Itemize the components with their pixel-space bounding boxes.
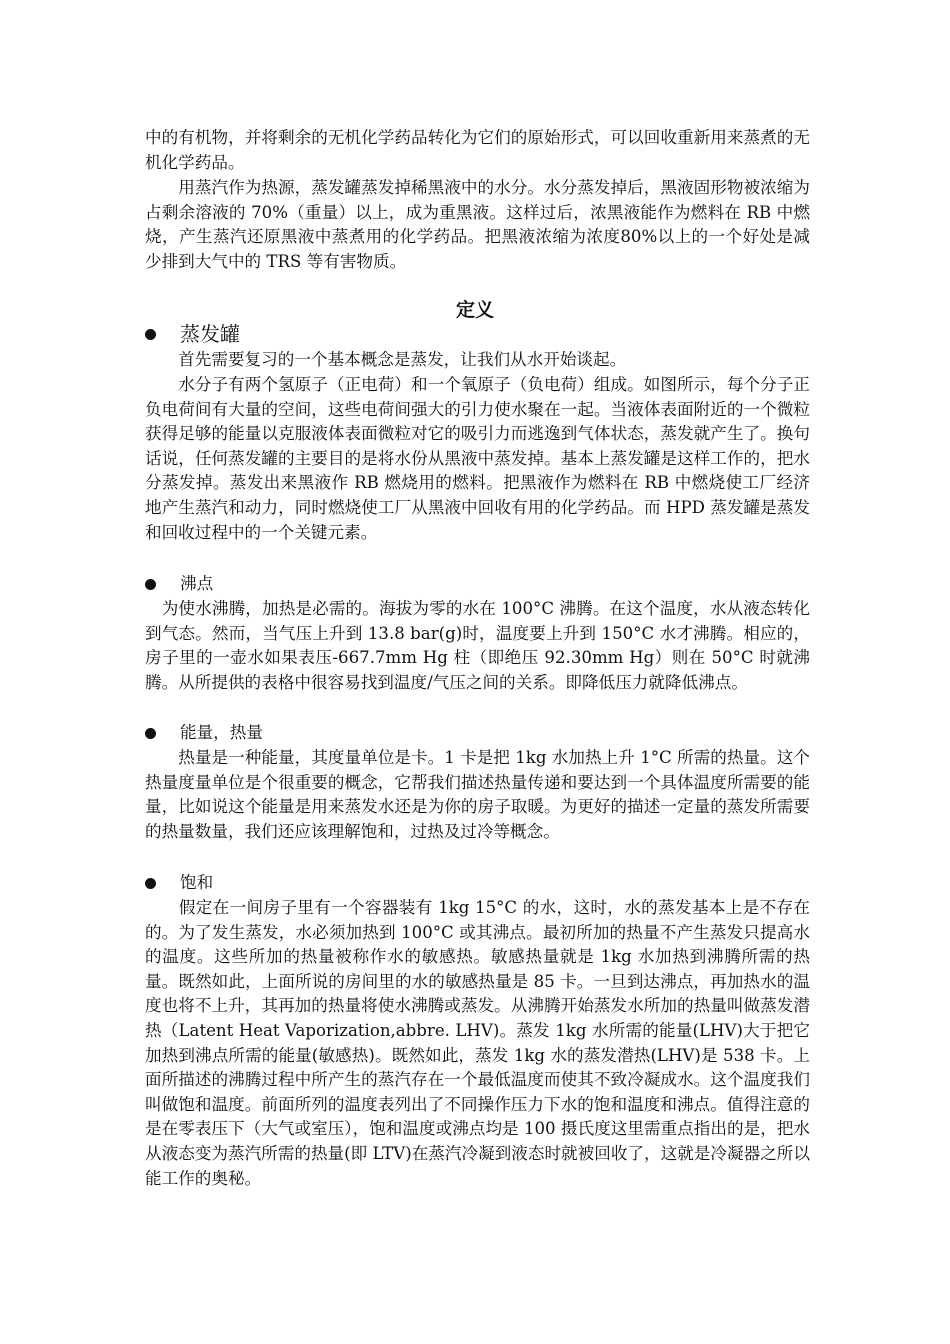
bullet-saturation [145, 871, 213, 896]
bullet-dot-icon [145, 878, 156, 889]
bullet-label: 饱和 [180, 873, 214, 892]
paragraph-evaporation-intro: 首先需要复习的一个基本概念是蒸发，让我们从水开始谈起。 [145, 350, 627, 369]
paragraph-steam-heat-source: 用蒸汽作为热源，蒸发罐蒸发掉稀黑液中的水分。水分蒸发掉后，黑液固形物被浓缩为占剩余溶液的 70%（重量）以上，成为重黑液。这样过后，浓黑液能作为燃料在 RB 中燃烧，产生蒸汽还原黑液中蒸煮用的化学药品。把黑液浓缩为浓度80%以上的一个好处是减少排到大气中的 TRS 等有害物质。 [145, 178, 810, 271]
bullet-dot-icon [145, 728, 156, 739]
section-title: 定义 [455, 299, 494, 321]
bullet-label: 蒸发罐 [180, 322, 240, 346]
bullet-label: 沸点 [180, 574, 214, 593]
paragraph-water-molecule: 水分子有两个氢原子（正电荷）和一个氧原子（负电荷）组成。如图所示，每个分子正负电荷间有大量的空间，这些电荷间强大的引力使水聚在一起。当液体表面附近的一个微粒获得足够的能量以克服液体表面微粒对它的吸引力而逃逸到气体状态，蒸发就产生了。换句话说，任何蒸发罐的主要目的是将水份从黑液中蒸发掉。基本上蒸发罐是这样工作的，把水分蒸发掉。蒸发出来黑液作 RB 燃烧用的燃料。把黑液作为燃料在 RB 中燃烧使工厂经济地产生蒸汽和动力，同时燃烧使工厂从黑液中回收有用的化学药品。而 HPD 蒸发罐是蒸发和回收过程中的一个关键元素。 [145, 375, 810, 542]
paragraph-heat-energy: 热量是一种能量，其度量单位是卡。1 卡是把 1kg 水加热上升 1°C 所需的热量。这个热量度量单位是个很重要的概念，它帮我们描述热量传递和要达到一个具体温度所需要的能量，比如说这个能量是用来蒸发水还是为你的房子取暖。为更好的描述一定量的蒸发所需要的热量数量，我们还应该理解饱和，过热及过冷等概念。 [145, 748, 810, 841]
bullet-dot-icon [145, 579, 156, 590]
bullet-evaporator [145, 322, 240, 347]
paragraph-saturation: 假定在一间房子里有一个容器装有 1kg 15°C 的水，这时，水的蒸发基本上是不存在的。为了发生蒸发，水必须加热到 100°C 或其沸点。最初所加的热量不产生蒸发只提高水的温度。这些所加的热量被称作水的敏感热。敏感热量就是 1kg 水加热到沸腾所需的热量。既然如此，上面所说的房间里的水的敏感热量是 85 卡。一旦到达沸点，再加热水的温度也将不上升，其再加的热量将使水沸腾或蒸发。从沸腾开始蒸发水所加的热量叫做蒸发潜热（Latent Heat Vaporization,abbre. LHV)。蒸发 1kg 水所需的能量(LHV)大于把它加热到沸点所需的能量(敏感热)。既然如此，蒸发 1kg 水的蒸发潜热(LHV)是 538 卡。上面所描述的沸腾过程中所产生的蒸汽存在一个最低温度而使其不致冷凝成水。这个温度我们叫做饱和温度。前面所列的温度表列出了不同操作压力下水的饱和温度和沸点。值得注意的是在零表压下（大气或室压），饱和温度或沸点均是 100 摄氏度这里需重点指出的是，把水从液态变为蒸汽所需的热量(即 LTV)在蒸汽冷凝到液态时就被回收了，这就是冷凝器之所以能工作的奥秘。 [145, 898, 810, 1188]
paragraph-intro-continued: 中的有机物，并将剩余的无机化学药品转化为它们的原始形式，可以回收重新用来蒸煮的无机化学药品。 [145, 128, 810, 172]
bullet-label: 能量，热量 [180, 723, 263, 742]
bullet-energy-heat [145, 721, 263, 746]
bullet-dot-icon [145, 329, 156, 340]
paragraph-boiling: 为使水沸腾，加热是必需的。海拔为零的水在 100°C 沸腾。在这个温度，水从液态转化到气态。然而，当气压上升到 13.8 bar(g)时，温度要上升到 150°C 水才沸腾。相应的，房子里的一壶水如果表压-667.7mm Hg 柱（即绝压 92.30mm Hg）则在 50°C 时就沸腾。从所提供的表格中很容易找到温度/气压之间的关系。即降低压力就降低沸点。 [145, 599, 810, 692]
bullet-boiling-point [145, 572, 213, 597]
